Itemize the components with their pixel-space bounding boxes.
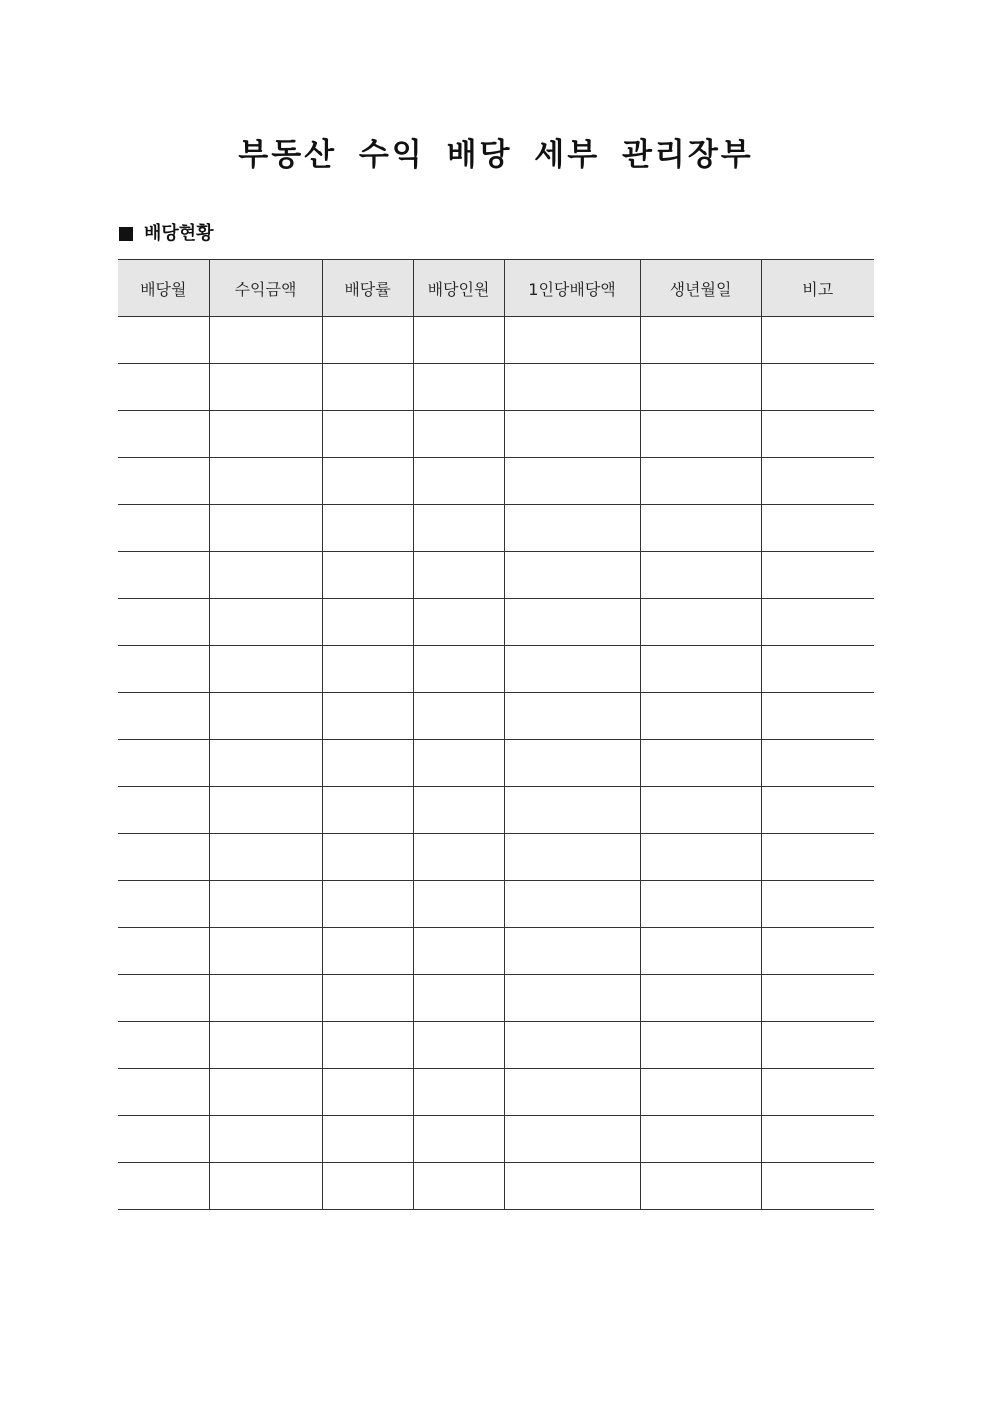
cell-remarks[interactable]: [761, 928, 874, 975]
cell-dividend-month[interactable]: [118, 975, 209, 1022]
table-row: [118, 928, 874, 975]
table-row: [118, 787, 874, 834]
cell-remarks[interactable]: [761, 458, 874, 505]
cell-dividend-month[interactable]: [118, 317, 209, 364]
cell-dividend-month[interactable]: [118, 364, 209, 411]
cell-dividend-headcount[interactable]: [413, 928, 504, 975]
cell-revenue-amount[interactable]: [209, 928, 322, 975]
cell-dividend-month[interactable]: [118, 646, 209, 693]
cell-dividend-headcount[interactable]: [413, 787, 504, 834]
cell-dividend-rate[interactable]: [322, 505, 413, 552]
cell-birth-date[interactable]: [640, 411, 761, 458]
column-header-revenue-amount: 수익금액: [209, 260, 322, 317]
cell-revenue-amount[interactable]: [209, 458, 322, 505]
cell-birth-date[interactable]: [640, 975, 761, 1022]
cell-revenue-amount[interactable]: [209, 1116, 322, 1163]
column-header-remarks: 비고: [761, 260, 874, 317]
cell-dividend-rate[interactable]: [322, 1163, 413, 1210]
column-header-per-person-dividend: 1인당배당액: [504, 260, 640, 317]
cell-dividend-headcount[interactable]: [413, 505, 504, 552]
cell-per-person-dividend[interactable]: [504, 928, 640, 975]
cell-birth-date[interactable]: [640, 317, 761, 364]
table-row: [118, 458, 874, 505]
cell-birth-date[interactable]: [640, 1069, 761, 1116]
cell-revenue-amount[interactable]: [209, 646, 322, 693]
cell-revenue-amount[interactable]: [209, 1022, 322, 1069]
cell-per-person-dividend[interactable]: [504, 740, 640, 787]
cell-per-person-dividend[interactable]: [504, 1116, 640, 1163]
cell-per-person-dividend[interactable]: [504, 1163, 640, 1210]
cell-dividend-month[interactable]: [118, 740, 209, 787]
cell-dividend-rate[interactable]: [322, 599, 413, 646]
cell-remarks[interactable]: [761, 552, 874, 599]
cell-revenue-amount[interactable]: [209, 552, 322, 599]
cell-dividend-headcount[interactable]: [413, 975, 504, 1022]
cell-dividend-headcount[interactable]: [413, 1069, 504, 1116]
cell-dividend-rate[interactable]: [322, 1069, 413, 1116]
cell-dividend-month[interactable]: [118, 1163, 209, 1210]
cell-dividend-rate[interactable]: [322, 411, 413, 458]
cell-birth-date[interactable]: [640, 364, 761, 411]
cell-dividend-month[interactable]: [118, 599, 209, 646]
cell-revenue-amount[interactable]: [209, 317, 322, 364]
cell-dividend-month[interactable]: [118, 458, 209, 505]
cell-remarks[interactable]: [761, 740, 874, 787]
cell-revenue-amount[interactable]: [209, 364, 322, 411]
table-body: [118, 317, 874, 1210]
cell-remarks[interactable]: [761, 1069, 874, 1116]
cell-dividend-month[interactable]: [118, 411, 209, 458]
cell-per-person-dividend[interactable]: [504, 834, 640, 881]
cell-dividend-rate[interactable]: [322, 317, 413, 364]
table-row: [118, 552, 874, 599]
cell-dividend-headcount[interactable]: [413, 317, 504, 364]
cell-dividend-headcount[interactable]: [413, 740, 504, 787]
cell-revenue-amount[interactable]: [209, 599, 322, 646]
cell-revenue-amount[interactable]: [209, 1163, 322, 1210]
cell-birth-date[interactable]: [640, 505, 761, 552]
cell-dividend-month[interactable]: [118, 834, 209, 881]
cell-birth-date[interactable]: [640, 646, 761, 693]
cell-dividend-rate[interactable]: [322, 787, 413, 834]
table-row: [118, 364, 874, 411]
cell-dividend-headcount[interactable]: [413, 458, 504, 505]
cell-dividend-headcount[interactable]: [413, 1022, 504, 1069]
column-header-dividend-rate: 배당률: [322, 260, 413, 317]
cell-dividend-rate[interactable]: [322, 928, 413, 975]
cell-per-person-dividend[interactable]: [504, 1069, 640, 1116]
table-row: [118, 1022, 874, 1069]
cell-per-person-dividend[interactable]: [504, 1022, 640, 1069]
cell-dividend-rate[interactable]: [322, 834, 413, 881]
cell-per-person-dividend[interactable]: [504, 552, 640, 599]
cell-revenue-amount[interactable]: [209, 505, 322, 552]
cell-remarks[interactable]: [761, 317, 874, 364]
square-bullet-icon: [119, 227, 133, 241]
table-row: [118, 646, 874, 693]
cell-dividend-month[interactable]: [118, 505, 209, 552]
cell-revenue-amount[interactable]: [209, 693, 322, 740]
cell-per-person-dividend[interactable]: [504, 317, 640, 364]
cell-per-person-dividend[interactable]: [504, 787, 640, 834]
section-heading: [119, 221, 214, 247]
cell-revenue-amount[interactable]: [209, 411, 322, 458]
table-row: [118, 975, 874, 1022]
cell-remarks[interactable]: [761, 834, 874, 881]
cell-dividend-headcount[interactable]: [413, 693, 504, 740]
table-row: [118, 693, 874, 740]
cell-dividend-month[interactable]: [118, 552, 209, 599]
cell-dividend-rate[interactable]: [322, 975, 413, 1022]
cell-revenue-amount[interactable]: [209, 975, 322, 1022]
section-heading-label: 배당현황: [144, 223, 214, 244]
cell-dividend-rate[interactable]: [322, 740, 413, 787]
cell-dividend-month[interactable]: [118, 881, 209, 928]
cell-dividend-headcount[interactable]: [413, 552, 504, 599]
cell-dividend-headcount[interactable]: [413, 834, 504, 881]
table-row: [118, 1069, 874, 1116]
cell-remarks[interactable]: [761, 1163, 874, 1210]
cell-birth-date[interactable]: [640, 787, 761, 834]
cell-birth-date[interactable]: [640, 458, 761, 505]
cell-dividend-rate[interactable]: [322, 364, 413, 411]
table-row: [118, 1116, 874, 1163]
cell-dividend-rate[interactable]: [322, 646, 413, 693]
table-row: [118, 740, 874, 787]
cell-per-person-dividend[interactable]: [504, 599, 640, 646]
cell-remarks[interactable]: [761, 1116, 874, 1163]
cell-dividend-headcount[interactable]: [413, 1116, 504, 1163]
cell-remarks[interactable]: [761, 693, 874, 740]
cell-remarks[interactable]: [761, 881, 874, 928]
cell-birth-date[interactable]: [640, 1163, 761, 1210]
cell-per-person-dividend[interactable]: [504, 411, 640, 458]
cell-remarks[interactable]: [761, 364, 874, 411]
cell-dividend-rate[interactable]: [322, 693, 413, 740]
cell-remarks[interactable]: [761, 787, 874, 834]
cell-dividend-month[interactable]: [118, 1116, 209, 1163]
cell-revenue-amount[interactable]: [209, 740, 322, 787]
table-row: [118, 505, 874, 552]
table-row: [118, 881, 874, 928]
cell-revenue-amount[interactable]: [209, 881, 322, 928]
cell-dividend-headcount[interactable]: [413, 364, 504, 411]
cell-remarks[interactable]: [761, 975, 874, 1022]
cell-per-person-dividend[interactable]: [504, 975, 640, 1022]
cell-birth-date[interactable]: [640, 693, 761, 740]
cell-birth-date[interactable]: [640, 1116, 761, 1163]
cell-per-person-dividend[interactable]: [504, 458, 640, 505]
cell-revenue-amount[interactable]: [209, 834, 322, 881]
cell-dividend-month[interactable]: [118, 928, 209, 975]
cell-dividend-month[interactable]: [118, 787, 209, 834]
cell-birth-date[interactable]: [640, 1022, 761, 1069]
table-row: [118, 411, 874, 458]
cell-dividend-headcount[interactable]: [413, 411, 504, 458]
table-row: [118, 834, 874, 881]
cell-revenue-amount[interactable]: [209, 787, 322, 834]
cell-birth-date[interactable]: [640, 552, 761, 599]
cell-dividend-rate[interactable]: [322, 881, 413, 928]
cell-birth-date[interactable]: [640, 740, 761, 787]
cell-dividend-headcount[interactable]: [413, 881, 504, 928]
cell-remarks[interactable]: [761, 411, 874, 458]
table-header-row: [118, 260, 874, 317]
cell-remarks[interactable]: [761, 646, 874, 693]
table-row: [118, 599, 874, 646]
cell-dividend-rate[interactable]: [322, 1022, 413, 1069]
column-header-dividend-headcount: 배당인원: [413, 260, 504, 317]
cell-remarks[interactable]: [761, 505, 874, 552]
cell-dividend-rate[interactable]: [322, 1116, 413, 1163]
cell-remarks[interactable]: [761, 1022, 874, 1069]
cell-birth-date[interactable]: [640, 881, 761, 928]
column-header-dividend-month: 배당월: [118, 260, 209, 317]
page-title: 부동산 수익 배당 세부 관리장부: [238, 137, 754, 173]
cell-per-person-dividend[interactable]: [504, 505, 640, 552]
cell-per-person-dividend[interactable]: [504, 646, 640, 693]
dividend-ledger-table: [118, 259, 874, 1210]
table-row: [118, 1163, 874, 1210]
cell-dividend-headcount[interactable]: [413, 1163, 504, 1210]
cell-birth-date[interactable]: [640, 834, 761, 881]
cell-dividend-month[interactable]: [118, 1022, 209, 1069]
cell-per-person-dividend[interactable]: [504, 881, 640, 928]
cell-dividend-rate[interactable]: [322, 552, 413, 599]
cell-dividend-headcount[interactable]: [413, 646, 504, 693]
cell-dividend-month[interactable]: [118, 693, 209, 740]
cell-dividend-month[interactable]: [118, 1069, 209, 1116]
cell-remarks[interactable]: [761, 599, 874, 646]
cell-per-person-dividend[interactable]: [504, 693, 640, 740]
cell-birth-date[interactable]: [640, 599, 761, 646]
cell-revenue-amount[interactable]: [209, 1069, 322, 1116]
cell-per-person-dividend[interactable]: [504, 364, 640, 411]
table-row: [118, 317, 874, 364]
cell-dividend-rate[interactable]: [322, 458, 413, 505]
cell-dividend-headcount[interactable]: [413, 599, 504, 646]
column-header-birth-date: 생년월일: [640, 260, 761, 317]
cell-birth-date[interactable]: [640, 928, 761, 975]
